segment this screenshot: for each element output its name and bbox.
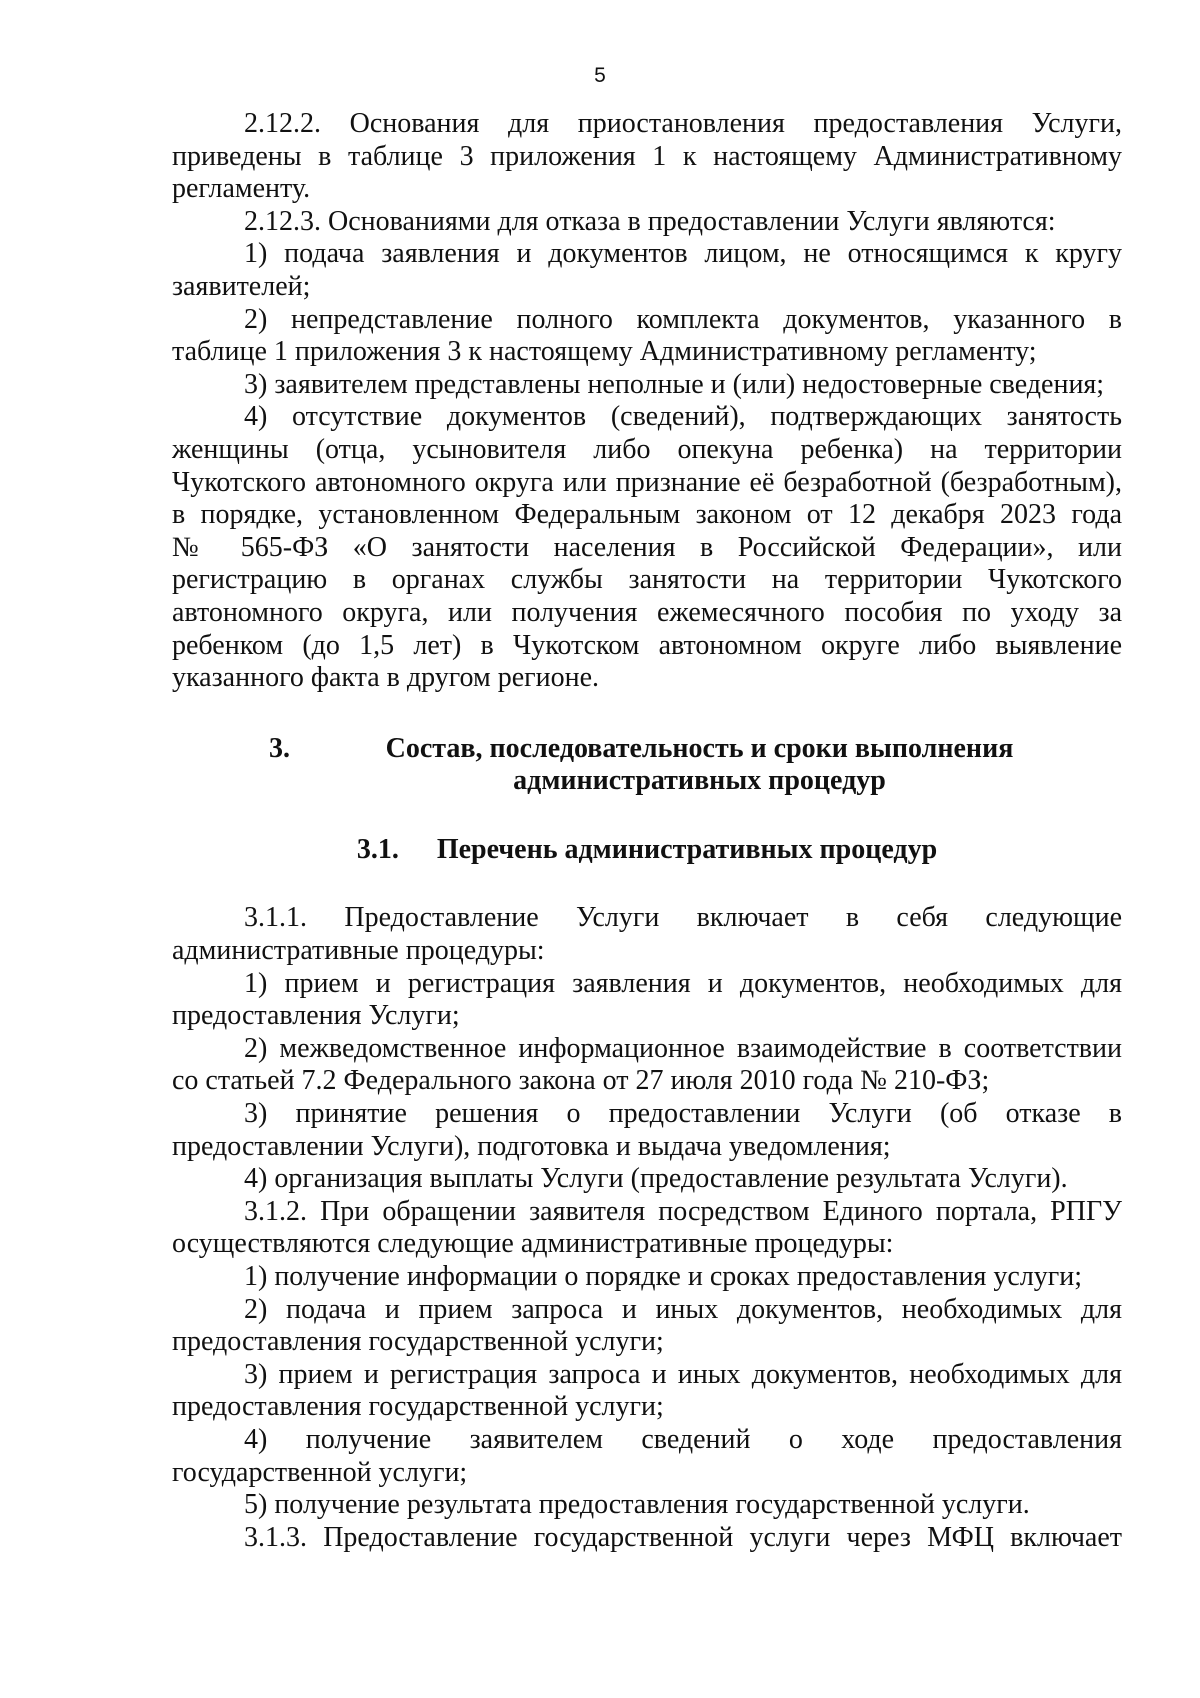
paragraph-2-12-3: 2.12.3. Основаниями для отказа в предоставлении Услуги являются: [244, 205, 1056, 237]
portal-procedure-item-3: 3) прием и регистрация запроса и иных документов, необходимых для предоставления государственной услуги; [172, 1358, 1122, 1423]
refusal-item-4-part-1: 4) отсутствие документов (сведений), подтверждающих занятость женщины (отца, усыновителя либо опекуна ребенка) на территории Чукотского автономного округа или признание её безработной (безработным), в порядке, установленном Федеральным законом от 12 декабря 2023 года [172, 401, 1122, 531]
refusal-item-3: 3) заявителем представлены неполные и (или) недостоверные сведения; [244, 368, 1105, 400]
section-3-title: Состав, последовательность и сроки выполнения административных процедур [385, 732, 1014, 797]
section-3-1-title: Перечень административных процедур [436, 833, 938, 865]
procedure-item-1: 1) прием и регистрация заявления и документов, необходимых для предоставления Услуги; [172, 967, 1122, 1032]
section-3-1-heading [172, 834, 1122, 867]
refusal-item-2: 2) непредставление полного комплекта документов, указанного в таблице 1 приложения 3 к настоящему Административному регламенту; [172, 303, 1122, 368]
paragraph-2-12-2: 2.12.2. Основания для приостановления предоставления Услуги, приведены в таблице 3 приложения 1 к настоящему Административному регламенту. [172, 108, 1122, 205]
portal-procedure-item-1: 1) получение информации о порядке и сроках предоставления услуги; [244, 1261, 1083, 1292]
paragraph-3-1-1: 3.1.1. Предоставление Услуги включает в себя следующие административные процедуры: [172, 902, 1122, 967]
paragraph-3-1-3: 3.1.3. Предоставление государственной услуги через МФЦ включает [244, 1521, 1122, 1553]
portal-procedure-item-2: 2) подача и прием запроса и иных документов, необходимых для предоставления государственной услуги; [172, 1293, 1122, 1358]
procedure-item-3: 3) принятие решения о предоставлении Услуги (об отказе в предоставлении Услуги), подготовка и выдача уведомления; [172, 1098, 1122, 1162]
portal-procedure-item-4: 4) получение заявителем сведений о ходе предоставления государственной услуги; [172, 1423, 1122, 1488]
paragraph-3-1-2: 3.1.2. При обращении заявителя посредством Единого портала, РПГУ осуществляются следующие административные процедуры: [172, 1195, 1122, 1260]
portal-procedure-item-5: 5) получение результата предоставления государственной услуги. [244, 1489, 1030, 1521]
procedure-item-4: 4) организация выплаты Услуги (предоставление результата Услуги). [244, 1163, 1068, 1195]
procedure-item-2: 2) межведомственное информационное взаимодействие в соответствии со статьей 7.2 Федерального закона от 27 июля 2010 года № 210-ФЗ; [172, 1032, 1122, 1097]
refusal-item-4-part-2: № 565-ФЗ «О занятости населения в Российской Федерации», или регистрацию в органах службы занятости на территории Чукотского автономного округа, или получения ежемесячного пособия по уходу за ребенком (до 1,5 лет) в Чукотском автономном округе либо выявление указанного факта в другом регионе. [172, 531, 1122, 694]
page-number: 5 [594, 64, 606, 87]
section-3-heading [172, 733, 1122, 798]
section-3-1-number: 3.1. [356, 833, 399, 865]
document-body [172, 108, 1122, 1554]
section-3-number: 3. [269, 732, 290, 764]
refusal-item-1: 1) подача заявления и документов лицом, не относящимся к кругу заявителей; [172, 238, 1122, 302]
